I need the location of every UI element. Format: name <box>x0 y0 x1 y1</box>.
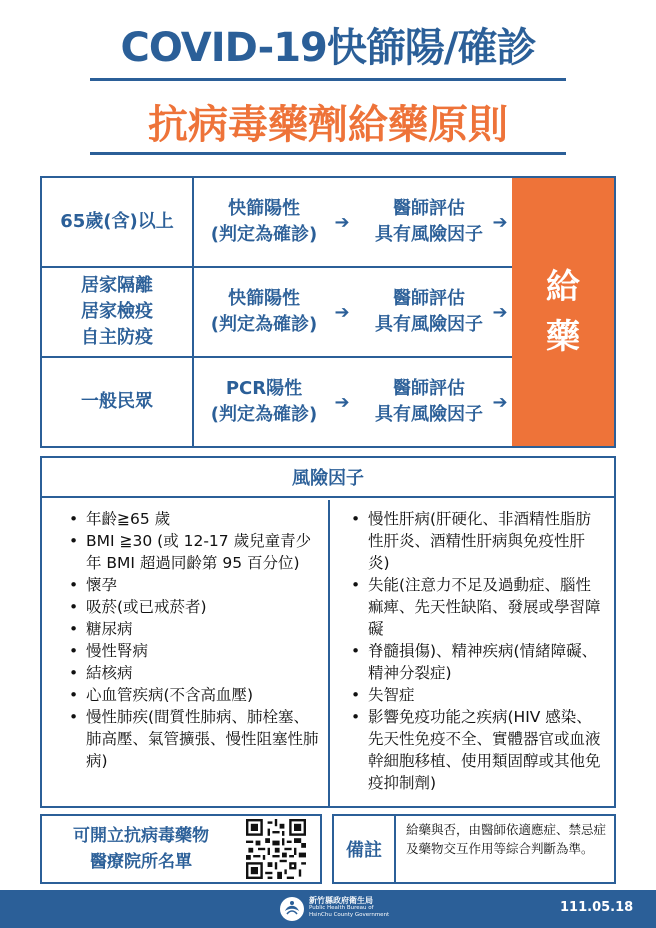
footer-bar <box>0 890 656 928</box>
arrow-right-icon: ➔ <box>334 301 350 323</box>
list-item: • 心血管疾病(不含高血壓) <box>86 684 322 706</box>
arrow-right-icon: ➔ <box>492 391 508 413</box>
arrow-right-icon: ➔ <box>334 391 350 413</box>
row2-assess: 醫師評估 具有風險因子 <box>375 288 483 335</box>
qr-code-icon[interactable] <box>246 819 306 879</box>
column-divider <box>328 500 330 806</box>
issue-date: 111.05.18 <box>560 900 634 915</box>
list-item: • 失能(注意力不足及過動症、腦性痲痺、先天性缺陷、發展或學習障礙 <box>368 574 606 640</box>
arrow-right-icon: ➔ <box>334 211 350 233</box>
risk-factors-box <box>40 456 616 808</box>
risk-list-left <box>66 508 322 772</box>
title-underline <box>90 78 566 81</box>
row3-assess: 醫師評估 具有風險因子 <box>375 378 483 425</box>
risk-list-right <box>348 508 606 794</box>
hospital-list-title: 可開立抗病毒藥物 醫療院所名單 <box>73 826 209 872</box>
risk-factors-heading: 風險因子 <box>42 458 614 498</box>
list-item: • 影響免疫功能之疾病(HIV 感染、先天性免疫不全、實體器官或血液幹細胞移植、使用類固醇或其他免疫抑制劑) <box>368 706 606 794</box>
list-item: • 懷孕 <box>86 574 322 596</box>
row1-test: 快篩陽性 (判定為確診) <box>210 198 318 245</box>
note-box <box>332 814 616 884</box>
list-item: • 糖尿病 <box>86 618 322 640</box>
list-item: • 結核病 <box>86 662 322 684</box>
arrow-right-icon: ➔ <box>492 301 508 323</box>
row3-group: 一般民眾 <box>42 358 194 446</box>
list-item: • 年齡≧65 歲 <box>86 508 322 530</box>
list-item: • 吸菸(或已戒菸者) <box>86 596 322 618</box>
list-item: • BMI ≧30 (或 12-17 歲兒童青少年 BMI 超過同齡第 95 百分位) <box>86 530 322 574</box>
bureau-logo-icon <box>279 896 305 922</box>
row1-group-label: 65歲(含)以上 <box>60 211 174 232</box>
list-item: • 脊髓損傷)、精神疾病(情緒障礙、精神分裂症) <box>368 640 606 684</box>
org-name-en-2: HsinChu County Government <box>309 912 390 918</box>
row2-group: 居家隔離 居家檢疫 自主防疫 <box>42 268 194 356</box>
list-item: • 慢性肝病(肝硬化、非酒精性脂肪性肝炎、酒精性肝病與免疫性肝炎) <box>368 508 606 574</box>
list-item: • 失智症 <box>368 684 606 706</box>
note-text: 給藥與否，由醫師依適應症、禁忌症及藥物交互作用等綜合判斷為準。 <box>406 822 607 856</box>
row2-test: 快篩陽性 (判定為確診) <box>210 288 318 335</box>
page-title: COVID-19快篩陽/確診 <box>120 24 536 71</box>
org-name-zh: 新竹縣政府衛生局 <box>309 896 373 905</box>
flow-table <box>40 176 616 448</box>
list-item: • 慢性肺疾(間質性肺病、肺栓塞、肺高壓、氣管擴張、慢性阻塞性肺病) <box>86 706 322 772</box>
row1-assess: 醫師評估 具有風險因子 <box>375 198 483 245</box>
page-subtitle: 抗病毒藥劑給藥原則 <box>148 101 508 148</box>
row1-group <box>42 178 194 266</box>
list-item: • 慢性腎病 <box>86 640 322 662</box>
subtitle-underline <box>90 152 566 155</box>
arrow-right-icon: ➔ <box>492 211 508 233</box>
note-label: 備註 <box>334 816 396 882</box>
give-medication-box: 給 藥 <box>512 178 614 446</box>
hospital-list-box <box>40 814 322 884</box>
org-name-en-1: Public Health Bureau of <box>309 905 374 911</box>
row3-test: PCR陽性 (判定為確診) <box>210 378 318 425</box>
